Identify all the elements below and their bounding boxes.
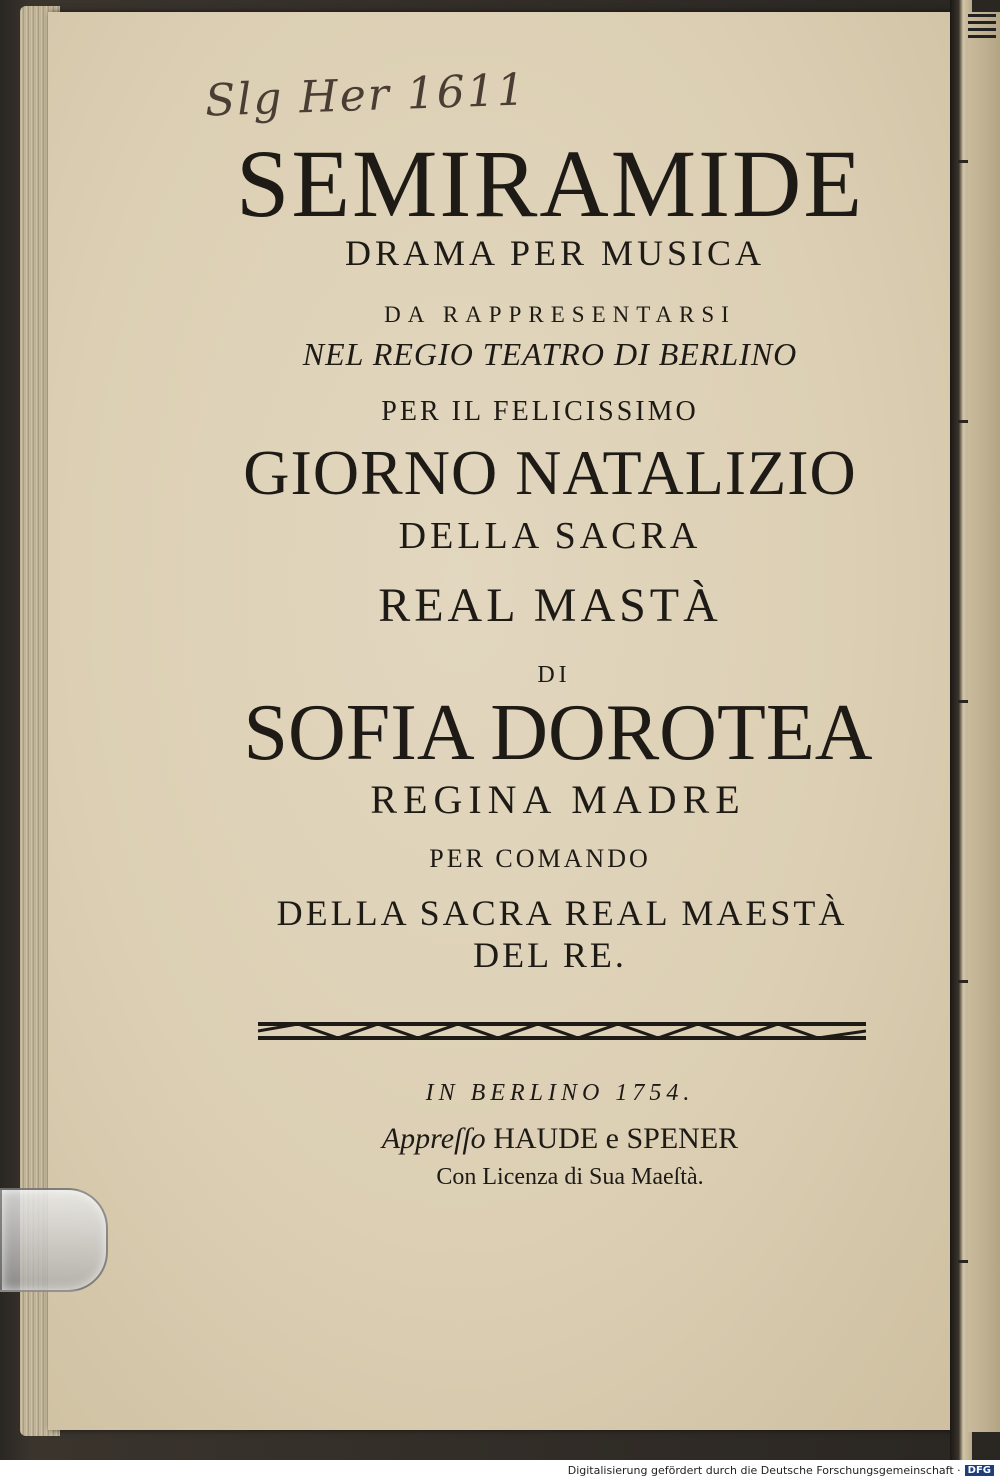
publisher-line — [60, 1122, 1000, 1156]
dfg-logo: DFG — [965, 1465, 994, 1476]
dedicatee-name: SOFIA DOROTEA — [243, 689, 873, 777]
opera-title: SEMIRAMIDE — [235, 130, 864, 237]
genre-line: DRAMA PER MUSICA — [344, 233, 766, 273]
handwritten-shelfmark: Slg Her 1611 — [204, 64, 528, 127]
dedicatee-role: REGINA MADRE — [370, 777, 746, 822]
ornamental-rule — [258, 1018, 866, 1044]
publisher-name: HAUDE e SPENER — [493, 1122, 739, 1155]
real-masta-line: REAL MASTÀ — [378, 579, 722, 632]
performance-line: DA RAPPRESENTARSI — [384, 302, 736, 327]
plastic-bookmark-tab — [0, 1188, 108, 1292]
di-line: DI — [537, 662, 571, 688]
publisher-prefix: Appreſſo — [381, 1122, 486, 1155]
del-re-line: DEL RE. — [473, 935, 627, 975]
per-comando-line: PER COMANDO — [429, 844, 651, 873]
della-sacra-real-line: DELLA SACRA REAL MAESTÀ — [276, 893, 848, 933]
event-line: GIORNO NATALIZIO — [243, 437, 857, 508]
della-sacra-line: DELLA SACRA — [398, 515, 702, 557]
license-line: Con Licenza di Sua Maeſtà. — [436, 1164, 704, 1190]
color-calibration-bar — [968, 14, 996, 38]
binding-stitch — [958, 1260, 968, 1263]
digitization-footer — [0, 1460, 1000, 1480]
occasion-line: PER IL FELICISSIMO — [381, 396, 699, 427]
binding-stitch — [958, 980, 968, 983]
funding-credit: Digitalisierung gefördert durch die Deutsche Forschungsgemeinschaft · — [567, 1463, 961, 1477]
place-year-line: IN BERLINO 1754. — [425, 1080, 695, 1106]
venue-line: NEL REGIO TEATRO DI BERLINO — [302, 336, 798, 372]
